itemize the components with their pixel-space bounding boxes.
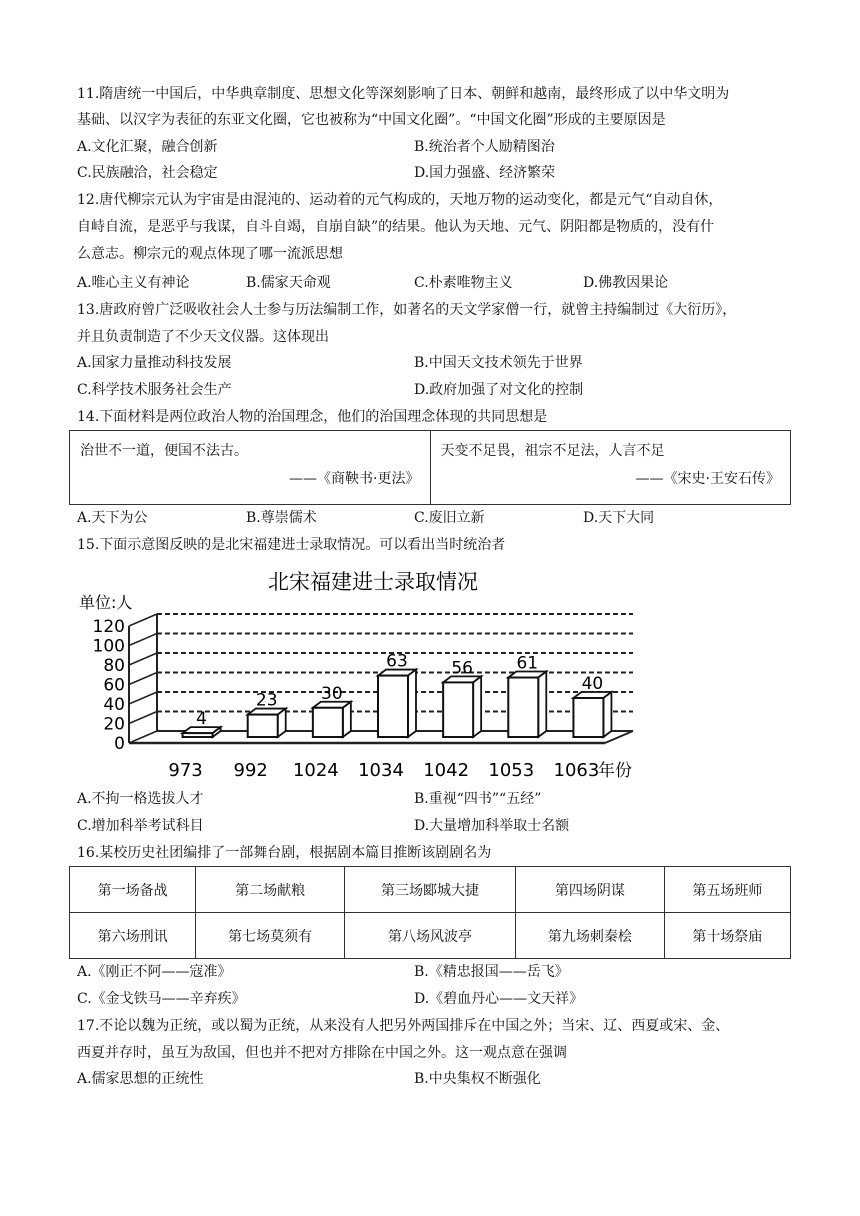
y-tick-label: 0 xyxy=(114,734,125,754)
scene-cell: 第四场阴谋 xyxy=(516,867,665,913)
bar-front xyxy=(443,682,473,737)
q11-stem-line-2: 基础、以汉字为表征的东亚文化圈，它也被称为“中国文化圈”。“中国文化圈”形成的主要原因是 xyxy=(77,112,666,128)
bar-1063 xyxy=(573,692,611,737)
q12-option-d[interactable]: D.佛教因果论 xyxy=(583,275,669,291)
bar-side xyxy=(408,670,416,737)
q16-stem: 16.某校历史社团编排了一部舞台剧，根据剧本篇目推断该剧剧名为 xyxy=(77,845,492,861)
scene-row-1 xyxy=(70,867,791,913)
q14-option-c[interactable]: C.废旧立新 xyxy=(414,510,485,526)
x-tick-label: 1042 xyxy=(423,760,470,781)
quote-text-1: 治世不一道，便国不法古。 xyxy=(80,443,248,459)
quote-cell-wang-anshi xyxy=(430,431,791,505)
q17-stem-line-1: 17.不论以魏为正统，或以蜀为正统，从来没有人把另外两国排斥在中国之外；当宋、辽、西夏或宋、金、 xyxy=(77,1018,730,1034)
bar-1042 xyxy=(443,676,481,737)
q12-option-b[interactable]: B.儒家天命观 xyxy=(246,275,331,291)
q12-option-c[interactable]: C.朴素唯物主义 xyxy=(414,275,513,291)
chart-x-ticks xyxy=(168,760,599,781)
q11-stem-line-1: 11.隋唐统一中国后，中华典章制度、思想文化等深刻影响了日本、朝鲜和越南，最终形成了以中华文明为 xyxy=(77,86,730,102)
q13-option-d[interactable]: D.政府加强了对文化的控制 xyxy=(414,382,584,398)
q15-option-b[interactable]: B.重视“四书”“五经” xyxy=(414,791,542,807)
chart-x-axis-label: 年份 xyxy=(598,761,632,781)
x-tick-label: 1063 xyxy=(553,760,600,781)
q17-option-b[interactable]: B.中央集权不断强化 xyxy=(414,1071,541,1087)
q11-option-d[interactable]: D.国力强盛、经济繁荣 xyxy=(414,165,556,181)
bar-side xyxy=(538,672,546,737)
q13-option-b[interactable]: B.中国天文技术领先于世界 xyxy=(414,355,583,371)
data-label: 4 xyxy=(196,709,207,730)
y-tick-label: 120 xyxy=(92,617,125,637)
scene-cell: 第八场风波亭 xyxy=(344,913,515,959)
x-tick-label: 992 xyxy=(233,760,268,781)
q17-stem-line-2: 西夏并存时，虽互为敌国，但也并不把对方排除在中国之外。这一观点意在强调 xyxy=(77,1045,567,1061)
data-label: 61 xyxy=(516,653,539,674)
q16-option-a[interactable]: A.《刚正不阿——寇准》 xyxy=(77,964,232,980)
scene-row-2 xyxy=(70,913,791,959)
chart-title: 北宋福建进士录取情况 xyxy=(268,570,478,594)
bar-front xyxy=(378,676,408,737)
q12-stem-line-1: 12.唐代柳宗元认为宇宙是由混沌的、运动着的元气构成的，天地万物的运动变化，都是元气“自动自休， xyxy=(77,192,723,208)
grid-slant xyxy=(129,673,157,685)
q14-option-b[interactable]: B.尊崇儒术 xyxy=(246,510,317,526)
x-tick-label: 973 xyxy=(168,760,203,781)
q11-option-b[interactable]: B.统治者个人励精图治 xyxy=(414,139,555,155)
q14-option-a[interactable]: A.天下为公 xyxy=(77,510,148,526)
x-tick-label: 1034 xyxy=(358,760,404,781)
data-label: 30 xyxy=(321,683,343,704)
grid-slant xyxy=(129,712,157,724)
q13-stem-line-2: 并且负责制造了不少天文仪器。这体现出 xyxy=(77,329,329,345)
q13-option-a[interactable]: A.国家力量推动科技发展 xyxy=(77,355,232,371)
bar-front xyxy=(508,678,538,737)
chart-y-ticks xyxy=(93,617,125,754)
y-tick-label: 60 xyxy=(103,675,125,696)
chart-bars xyxy=(183,670,612,737)
scene-cell: 第三场郾城大捷 xyxy=(344,867,515,913)
q16-option-c[interactable]: C.《金戈铁马——辛弃疾》 xyxy=(77,991,246,1007)
q15-option-a[interactable]: A.不拘一格选拔人才 xyxy=(77,791,204,807)
bar-992 xyxy=(248,709,286,737)
x-tick-label: 1024 xyxy=(292,760,339,781)
y-tick-label: 40 xyxy=(103,695,125,715)
q11-option-a[interactable]: A.文化汇聚，融合创新 xyxy=(77,139,218,155)
bar-1034 xyxy=(378,670,416,737)
scene-cell: 第九场刺秦桧 xyxy=(516,913,665,959)
scene-cell: 第六场刑讯 xyxy=(70,913,196,959)
data-label: 56 xyxy=(451,658,473,679)
q12-option-a[interactable]: A.唯心主义有神论 xyxy=(77,275,190,291)
q12-stem-line-3: 么意志。柳宗元的观点体现了哪一流派思想 xyxy=(77,246,343,262)
q15-option-c[interactable]: C.增加科举考试科目 xyxy=(77,818,204,834)
y-tick-label: 100 xyxy=(92,636,125,657)
q12-stem-line-2: 自峙自流，是恶乎与我谋，自斗自竭，自崩自缺”的结果。他认为天地、元气、阴阳都是物质的，没有什 xyxy=(77,219,715,235)
y-tick-label: 20 xyxy=(103,714,125,735)
quote-source-2: ——《宋史·王安石传》 xyxy=(635,471,780,487)
scene-cell: 第一场备战 xyxy=(70,867,196,913)
q11-option-c[interactable]: C.民族融洽，社会稳定 xyxy=(77,165,218,181)
q14-stem: 14.下面材料是两位政治人物的治国理念，他们的治国理念体现的共同思想是 xyxy=(77,409,548,425)
bar-side xyxy=(278,709,286,737)
bar-1024 xyxy=(313,702,351,737)
chart-y-axis-label: 单位:人 xyxy=(79,593,133,612)
q15-stem: 15.下面示意图反映的是北宋福建进士录取情况。可以看出当时统治者 xyxy=(77,537,506,553)
q14-option-d[interactable]: D.天下大同 xyxy=(583,510,655,526)
grid-slant xyxy=(129,731,157,743)
bar-side xyxy=(343,702,351,737)
q16-scene-table xyxy=(69,866,791,959)
scene-cell: 第二场献粮 xyxy=(196,867,345,913)
q15-option-d[interactable]: D.大量增加科举取士名额 xyxy=(414,818,570,834)
q14-quote-table xyxy=(69,430,791,505)
y-tick-label: 80 xyxy=(103,656,125,676)
q13-stem-line-1: 13.唐政府曾广泛吸收社会人士参与历法编制工作，如著名的天文学家僧一行，就曾主持编制过《大衍历》， xyxy=(77,302,737,318)
grid-slant xyxy=(129,614,157,626)
bar-1053 xyxy=(508,672,546,737)
scene-cell: 第十场祭庙 xyxy=(664,913,790,959)
data-label: 40 xyxy=(581,674,604,694)
data-label: 63 xyxy=(386,651,408,672)
scene-cell: 第七场莫须有 xyxy=(196,913,345,959)
grid-slant xyxy=(129,653,157,665)
bar-side xyxy=(473,676,481,737)
x-tick-label: 1053 xyxy=(488,760,535,781)
q13-option-c[interactable]: C.科学技术服务社会生产 xyxy=(77,382,232,398)
scene-cell: 第五场班师 xyxy=(664,867,790,913)
bar-front xyxy=(248,715,278,737)
bar-front xyxy=(183,733,213,737)
bar-front xyxy=(573,698,603,737)
quote-cell-shang-yang xyxy=(70,431,431,505)
q16-option-b[interactable]: B.《精忠报国——岳飞》 xyxy=(414,964,569,980)
grid-slant xyxy=(129,634,157,646)
quote-source-1: ——《商鞅书·更法》 xyxy=(289,471,420,487)
bar-chart xyxy=(77,563,647,785)
bar-front xyxy=(313,708,343,737)
bar-side xyxy=(603,692,611,737)
data-label: 23 xyxy=(255,690,278,711)
grid-slant xyxy=(129,692,157,704)
q16-option-d[interactable]: D.《碧血丹心——文天祥》 xyxy=(414,991,584,1007)
quote-text-2: 天变不足畏，祖宗不足法，人言不足 xyxy=(440,443,665,459)
q17-option-a[interactable]: A.儒家思想的正统性 xyxy=(77,1071,204,1087)
